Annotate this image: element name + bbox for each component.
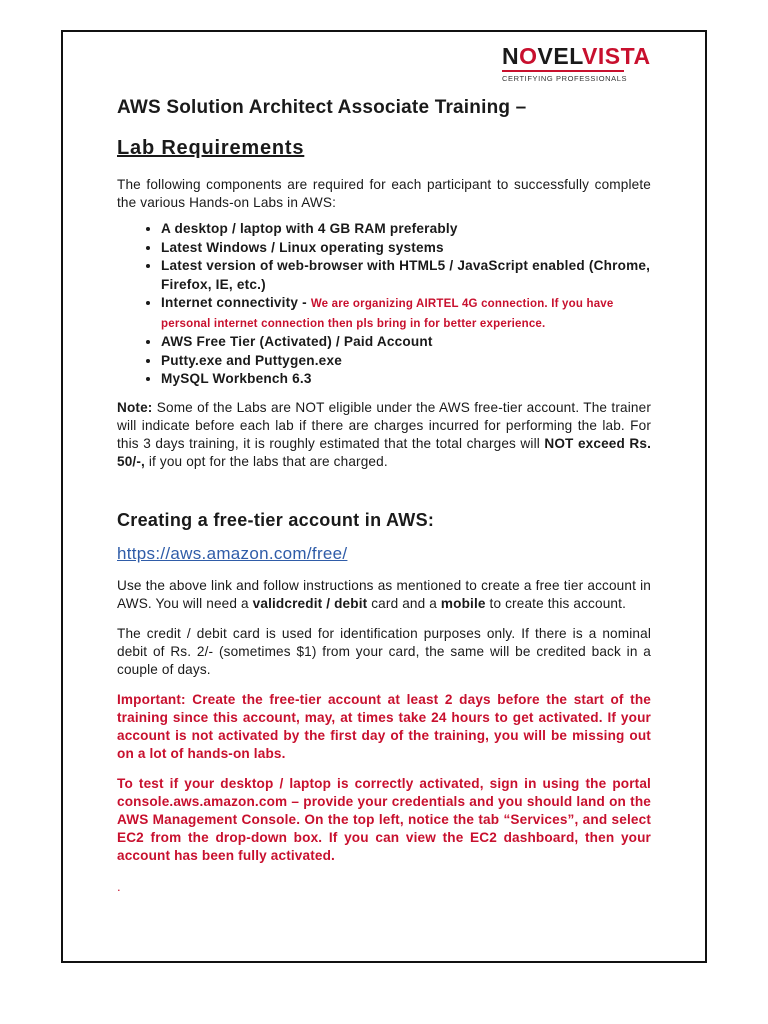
- list-item: • AWS Free Tier (Activated) / Paid Account: [161, 333, 651, 352]
- card-paragraph: The credit / debit card is used for identification purposes only. If there is a nominal debit of Rs. 2/- (sometimes $1) from your card, the same will be credited back in a couple of days.: [117, 625, 651, 677]
- instructions-paragraph: [117, 577, 651, 613]
- aws-free-link[interactable]: https://aws.amazon.com/free/: [117, 543, 348, 563]
- logo-rule: [502, 70, 624, 72]
- note-label: Note:: [117, 399, 153, 415]
- list-item: [161, 294, 651, 333]
- para-bold-mobile: mobile: [440, 595, 486, 611]
- internet-note: We are organizing AIRTEL 4G connection. If you have personal internet connection then pls bring in for better experience.: [161, 298, 614, 330]
- para-text: Use the above link and follow instructions as mentioned to create a free tier account in AWS. You will need a: [117, 577, 651, 611]
- lab-requirements-heading: [117, 136, 651, 160]
- important-paragraph: Important: Create the free-tier account at least 2 days before the start of the training since this account, may, at times take 24 hours to get activated. If your account is not activated by the first day of the training, you will be missing out on a lot of hands-on labs.: [117, 691, 651, 761]
- logo-vel: VEL: [537, 43, 583, 69]
- note-text: Some of the Labs are NOT eligible under the AWS free-tier account. The trainer will indicate before each lab if there are charges incurred for performing the lab. For this 3 days training, it is roughly estimated that the total charges will: [117, 399, 651, 451]
- list-item: • MySQL Workbench 6.3: [161, 370, 651, 389]
- requirements-list: [117, 220, 651, 389]
- logo-vista: VISTA: [582, 43, 651, 69]
- lab-requirements-heading-text: Lab Requirements: [117, 137, 305, 159]
- logo-letter-n: N: [502, 43, 520, 69]
- note-paragraph: [117, 399, 651, 471]
- note-text-end: if you opt for the labs that are charged.: [144, 453, 388, 469]
- test-paragraph: To test if your desktop / laptop is correctly activated, sign in using the portal console.aws.amazon.com – provide your credentials and you should land on the AWS Management Console. On the top left, notice the tab “Services”, and select EC2 from the drop-down box. If you can view the EC2 dashboard, then your account has been fully activated.: [117, 775, 651, 863]
- logo-letter-o: O: [519, 43, 538, 69]
- list-item: • Putty.exe and Puttygen.exe: [161, 352, 651, 371]
- document-title: AWS Solution Architect Associate Training –: [117, 97, 527, 118]
- internet-label: Internet connectivity -: [161, 295, 311, 310]
- para-text: to create this account.: [485, 595, 626, 611]
- para-text: card and a: [367, 595, 441, 611]
- note-bold: NOT exceed Rs. 50/-,: [117, 435, 652, 469]
- para-bold-card: validcredit / debit: [252, 595, 368, 611]
- list-item: • A desktop / laptop with 4 GB RAM preferably: [161, 220, 651, 239]
- list-item: • Latest Windows / Linux operating systems: [161, 239, 651, 258]
- intro-paragraph: The following components are required for each participant to successfully complete the various Hands-on Labs in AWS:: [117, 177, 651, 210]
- list-item: • Latest version of web-browser with HTML5 / JavaScript enabled (Chrome, Firefox, IE, etc.): [161, 257, 651, 294]
- logo-tagline: CERTIFYING PROFESSIONALS: [502, 74, 628, 83]
- free-tier-heading: Creating a free-tier account in AWS:: [117, 509, 435, 530]
- novelvista-logo: [502, 43, 651, 83]
- document-body: [117, 96, 651, 894]
- trailing-dot: .: [117, 878, 121, 894]
